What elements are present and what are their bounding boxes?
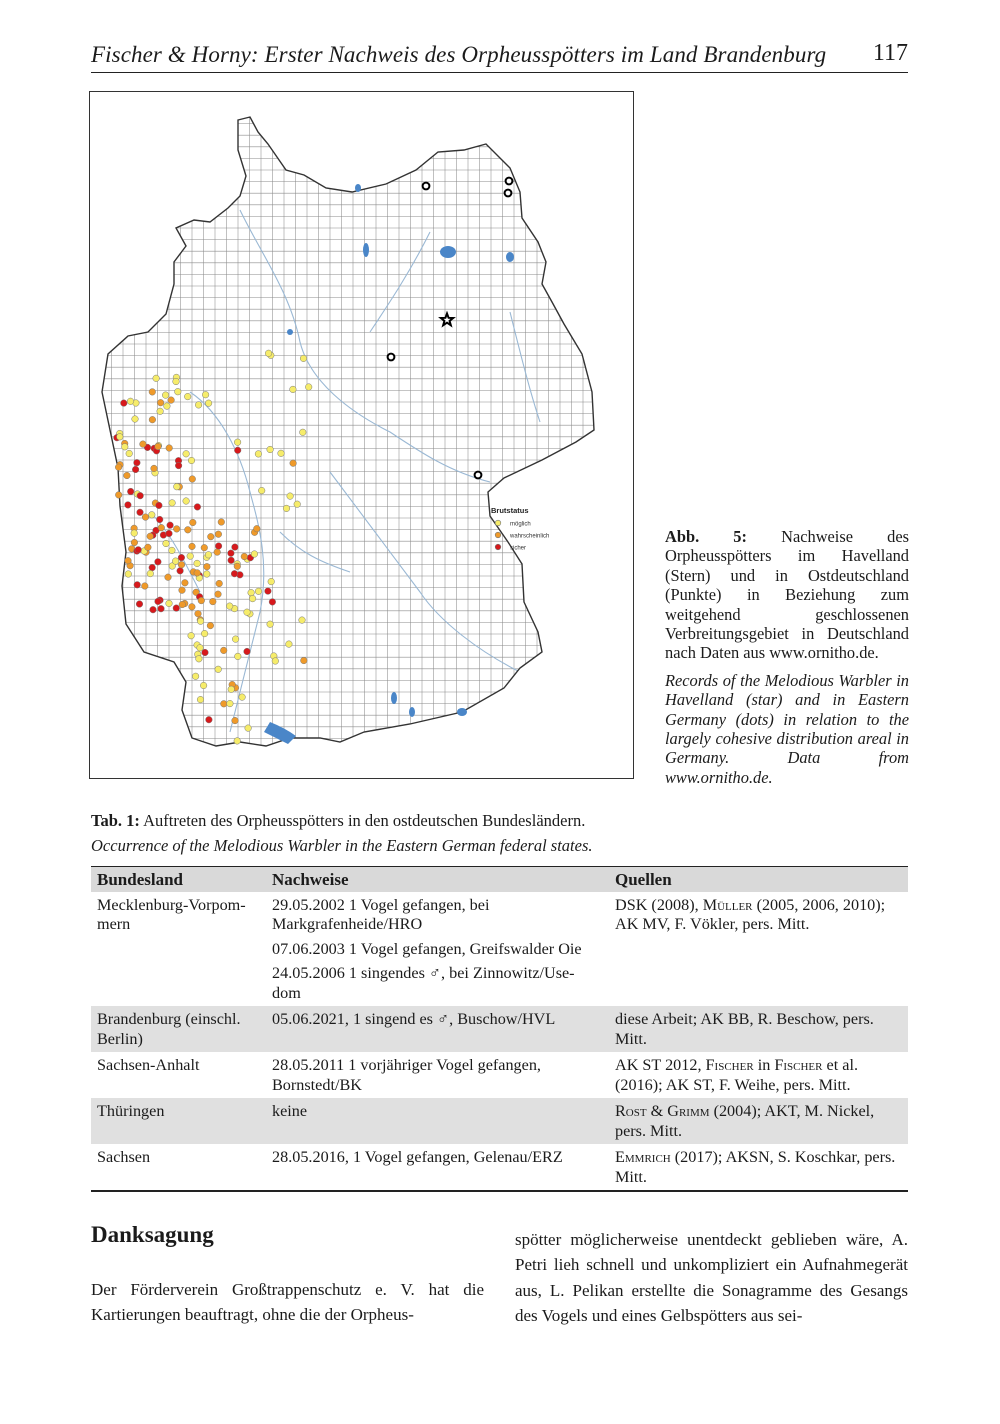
- occurrence-dot: [258, 487, 265, 494]
- cell-records: [266, 892, 609, 1007]
- occurrence-dot: [167, 522, 174, 529]
- occurrence-dot: [267, 621, 274, 628]
- figure-caption-de: [665, 527, 909, 663]
- table-header-row: [91, 867, 908, 892]
- occurrence-dot: [265, 588, 272, 595]
- lake-harz: [287, 329, 293, 335]
- occurrence-dot: [207, 622, 214, 629]
- occurrence-dot: [168, 397, 175, 404]
- occurrence-dot: [140, 441, 147, 448]
- occurrence-dot: [124, 472, 131, 479]
- occurrence-dot: [184, 393, 191, 400]
- occurrence-dot: [255, 451, 262, 458]
- occurrence-dot: [155, 598, 162, 605]
- occurrence-dot: [137, 492, 144, 499]
- occurrence-dot: [132, 466, 139, 473]
- occurrence-dot: [163, 540, 170, 547]
- body-text-right: spötter möglicherweise unentdeckt geblieben wäre, A. Petri lieh schnell und unkompliziert ein Aufnahmegerät aus, L. Pelikan erstellte die Sonagramme des Gesangs des Vogels und eines Gelbspötters aus sei-: [515, 1230, 908, 1325]
- page-number: 117: [872, 40, 908, 66]
- occurrence-dot: [228, 557, 235, 564]
- occurrence-dot: [150, 606, 157, 613]
- occurrence-dot: [234, 738, 241, 745]
- occurrence-dot: [196, 656, 203, 663]
- occurrence-dot: [301, 657, 308, 664]
- occurrence-dot: [174, 483, 181, 490]
- running-title: Fischer & Horny: Erster Nachweis des Orpheusspötters im Land Brandenburg: [91, 42, 827, 67]
- occurrence-dot: [115, 492, 122, 499]
- occurrence-dot: [126, 450, 133, 457]
- occurrence-dot: [177, 568, 184, 575]
- occurrence-dot: [192, 673, 199, 680]
- occurrence-dot: [299, 617, 306, 624]
- occurrence-dot: [226, 603, 233, 610]
- occurrence-dot: [172, 558, 179, 565]
- occurrence-dot: [251, 551, 258, 558]
- cell-sources: AK ST 2012, Fischer in Fischer et al. (2016); AK ST, F. Weihe, pers. Mitt.: [615, 1056, 858, 1094]
- occurrence-dot: [202, 391, 209, 398]
- occurrence-dot: [127, 398, 134, 405]
- occurrence-dot: [234, 563, 241, 570]
- occurrence-dot: [239, 694, 246, 701]
- cell-sources: Rost & Grimm (2004); AKT, M. Nickel, pers. Mitt.: [609, 1098, 908, 1144]
- occurrence-dot: [125, 502, 132, 509]
- occurrence-dot: [214, 549, 221, 556]
- occurrence-dot: [125, 557, 132, 564]
- occurrence-dot: [290, 460, 297, 467]
- cell-state: Thüringen: [91, 1098, 266, 1144]
- occurrence-dot: [269, 599, 276, 606]
- occurrence-dot: [255, 588, 262, 595]
- table-caption-text-de: Auftreten des Orpheusspötters in den ostdeutschen Bundesländern.: [143, 811, 586, 830]
- occurrence-dot: [208, 533, 215, 540]
- legend-label-moeglich: möglich: [510, 521, 531, 528]
- table-caption-en: Occurrence of the Melodious Warbler in the Eastern German federal states.: [91, 836, 593, 855]
- occurrence-dot: [232, 717, 239, 724]
- occurrence-dot: [218, 519, 225, 526]
- occurrence-dot: [132, 416, 139, 423]
- occurrence-dot: [215, 591, 222, 598]
- occurrence-dot: [215, 666, 222, 673]
- occurrence-dot: [125, 571, 132, 578]
- occurrence-dot: [197, 696, 204, 703]
- legend-label-sicher: sicher: [510, 545, 527, 552]
- occurrence-dot: [300, 429, 307, 436]
- occurrence-dot: [147, 570, 154, 577]
- occurrence-dot: [197, 618, 204, 625]
- occurrence-dot: [173, 526, 180, 533]
- occurrence-dot: [179, 587, 186, 594]
- record-dot-bornstedt: [388, 354, 395, 361]
- occurrence-dot: [254, 525, 261, 532]
- cell-sources: DSK (2008), Müller (2005, 2006, 2010); AK MV, F. Vökler, pers. Mitt.: [615, 895, 886, 933]
- occurrence-dot: [149, 389, 156, 396]
- occurrence-dot: [142, 514, 149, 521]
- occurrence-dot: [241, 553, 248, 560]
- occurrence-dot: [244, 648, 251, 655]
- occurrence-dot: [272, 658, 279, 665]
- occurrence-dot: [173, 605, 180, 612]
- occurrence-dot: [202, 649, 209, 656]
- occurrence-dot: [156, 516, 163, 523]
- occurrence-dot: [201, 544, 208, 551]
- cell-sources: Emmrich (2017); AKSN, S. Koschkar, pers. Mitt.: [609, 1144, 908, 1191]
- occurrence-dot: [248, 589, 255, 596]
- occurrence-dot: [136, 601, 143, 608]
- germany-grid-map: [90, 92, 635, 780]
- occurrence-dot: [187, 553, 194, 560]
- country-fill: [102, 117, 594, 746]
- record-dot-markgrafenheide: [423, 183, 430, 190]
- lake-mueritz: [440, 246, 456, 258]
- occurrence-dot: [158, 605, 165, 612]
- occurrence-dot: [286, 641, 293, 648]
- figure-caption-text-de: Nachweise des Orpheusspötters im Havelland (Stern) und in Ostdeutschland (Punkte) in Beziehung zum weitgehend geschlossenen Verbreitungsgebiet in Deutschland nach Daten aus www.ornitho.de.: [665, 527, 909, 663]
- lake-bavaria: [409, 707, 415, 717]
- lake-north: [355, 184, 361, 192]
- occurrence-dot: [165, 574, 172, 581]
- occurrence-dot: [249, 595, 256, 602]
- cell-state: Brandenburg (einschl. Berlin): [91, 1006, 266, 1052]
- map-legend: [491, 506, 549, 552]
- cell-records: 28.05.2011 1 vorjähriger Vogel gefangen, Bornstedt/BK: [272, 1056, 541, 1094]
- occurrence-dot: [283, 505, 290, 512]
- occurrence-dot: [169, 500, 176, 507]
- body-text-left: Der Förderverein Großtrappenschutz e. V. hat die Kartierungen beauftragt, ohne die der Orpheus-: [91, 1280, 484, 1325]
- occurrence-dot: [156, 502, 163, 509]
- occurrence-dot: [215, 543, 222, 550]
- occurrence-dot: [227, 700, 234, 707]
- occurrence-dot: [204, 571, 211, 578]
- record-entry: 24.05.2006 1 singendes ♂, bei Zinnowitz/Use- dom: [272, 964, 575, 1002]
- occurrence-dot: [153, 375, 160, 382]
- occurrence-dot: [228, 686, 235, 693]
- occurrence-dot: [151, 465, 158, 472]
- figure-label: Abb. 5:: [665, 527, 747, 546]
- occurrence-dot: [169, 547, 176, 554]
- occurrence-dot: [232, 544, 239, 551]
- section-heading: Danksagung: [91, 1222, 214, 1247]
- occurrence-dot: [131, 530, 138, 537]
- occurrence-dot: [267, 446, 274, 453]
- table-row: [91, 1144, 908, 1191]
- occurrence-dot: [189, 604, 196, 611]
- col-header-quellen: Quellen: [609, 867, 908, 892]
- occurrence-dot: [195, 610, 202, 617]
- occurrence-dot: [175, 388, 182, 395]
- occurrence-dot: [194, 560, 201, 567]
- occurrence-dot: [175, 462, 182, 469]
- occurrence-dot: [117, 434, 124, 441]
- legend-swatch-wahrscheinlich: [495, 532, 501, 538]
- occurrence-dot: [201, 630, 208, 637]
- occurrence-dot: [200, 682, 207, 689]
- occurrence-dot: [235, 653, 242, 660]
- occurrence-dot: [205, 552, 212, 559]
- occurrence-dot: [157, 399, 164, 406]
- occurrence-dot: [210, 598, 217, 605]
- occurrence-dot: [190, 519, 197, 526]
- occurrence-dot: [198, 597, 205, 604]
- occurrence-dot: [216, 580, 223, 587]
- occurrence-dot: [195, 402, 202, 409]
- occurrence-dot: [149, 512, 156, 519]
- occurrence-dot: [194, 570, 201, 577]
- table-row: [91, 1098, 908, 1144]
- lake-schwerin: [363, 243, 369, 257]
- legend-swatch-sicher: [495, 544, 501, 550]
- occurrence-dot: [194, 504, 201, 511]
- occurrence-dot: [305, 384, 312, 391]
- col-header-bundesland: Bundesland: [91, 867, 266, 892]
- occurrence-dot: [220, 647, 227, 654]
- occurrence-dot: [232, 636, 239, 643]
- lake-east: [506, 252, 514, 262]
- figure-caption-en: Records of the Melodious Warbler in Havelland (star) and in Eastern Germany (dots) in relation to the largely cohesive distribution areal in Germany. Data from www.ornitho.de.: [665, 670, 909, 787]
- occurrence-dot: [197, 645, 204, 652]
- legend-title: Brutstatus: [491, 506, 529, 515]
- occurrence-dot: [173, 378, 180, 385]
- occurrence-dot: [115, 464, 122, 471]
- occurrence-dot: [179, 601, 186, 608]
- occurrence-dot: [228, 550, 235, 557]
- occurrence-dot: [166, 530, 173, 537]
- occurrence-dot: [134, 582, 141, 589]
- cell-records: keine: [266, 1098, 609, 1144]
- occurrence-dot: [158, 524, 165, 531]
- occurrence-dot: [234, 447, 241, 454]
- occurrence-dot: [205, 400, 212, 407]
- record-dot-zinnowitz: [505, 190, 512, 197]
- occurrence-dot: [189, 476, 196, 483]
- occurrence-dot: [166, 445, 173, 452]
- occurrence-dot: [145, 544, 152, 551]
- occurrence-dot: [127, 488, 134, 495]
- table-row: [91, 892, 908, 1007]
- cell-records: 05.06.2021, 1 singend es ♂, Buschow/HVL: [266, 1006, 609, 1052]
- occurrence-dot: [221, 701, 228, 708]
- occurrence-dot: [164, 403, 171, 410]
- occurrence-dot: [131, 539, 138, 546]
- occurrence-dot: [188, 632, 195, 639]
- occurrence-dot: [234, 439, 241, 446]
- occurrence-dot: [300, 355, 307, 362]
- record-dot-gelenau: [475, 472, 482, 479]
- occurrence-dot: [290, 386, 297, 393]
- table-label: Tab. 1:: [91, 811, 140, 830]
- cell-state: Mecklenburg-Vorpom- mern: [97, 895, 246, 933]
- table-caption-de: [91, 808, 908, 833]
- occurrence-dot: [134, 459, 141, 466]
- lake-ammersee: [391, 692, 397, 704]
- occurrence-dot: [135, 547, 142, 554]
- table-caption: [91, 808, 908, 858]
- occurrence-dot: [155, 559, 162, 566]
- record-entry: 07.06.2003 1 Vogel gefangen, Greifswalder Oie: [272, 939, 582, 958]
- occurrence-dot: [245, 725, 252, 732]
- cell-state: Sachsen: [91, 1144, 266, 1191]
- occurrence-dot: [185, 527, 192, 534]
- occurrence-dot: [265, 350, 272, 357]
- occurrence-dot: [268, 578, 275, 585]
- occurrence-dot: [204, 563, 211, 570]
- table-row: [91, 1052, 908, 1098]
- occurrence-dot: [149, 416, 156, 423]
- table-row: [91, 1006, 908, 1052]
- occurrence-dot: [244, 609, 251, 616]
- occurrence-dot: [178, 554, 185, 561]
- col-header-nachweise: Nachweise: [266, 867, 609, 892]
- occurrence-dot: [149, 564, 156, 571]
- occurrence-dot: [182, 580, 189, 587]
- occurrence-dot: [188, 457, 195, 464]
- occurrence-dot: [278, 450, 285, 457]
- occurrence-dot: [183, 498, 190, 505]
- occurrence-dot: [183, 451, 190, 458]
- occurrence-dot: [142, 583, 149, 590]
- records-table: [91, 866, 908, 1192]
- cell-sources: diese Arbeit; AK BB, R. Beschow, pers. Mitt.: [609, 1006, 908, 1052]
- occurrence-dot: [147, 533, 154, 540]
- occurrence-dot: [155, 443, 162, 450]
- cell-records: 28.05.2016, 1 Vogel gefangen, Gelenau/ERZ: [266, 1144, 609, 1191]
- record-entry: 29.05.2002 1 Vogel gefangen, bei Markgrafenheide/HRO: [272, 895, 490, 933]
- occurrence-dot: [294, 501, 301, 508]
- occurrence-dot: [122, 444, 129, 451]
- occurrence-dot: [215, 531, 222, 538]
- figure-caption: [665, 527, 909, 787]
- occurrence-dot: [162, 392, 169, 399]
- occurrence-dot: [231, 570, 238, 577]
- occurrence-dot: [121, 400, 128, 407]
- occurrence-dot: [166, 600, 173, 607]
- legend-label-wahrscheinlich: wahrscheinlich: [510, 533, 550, 540]
- legend-swatch-moeglich: [495, 520, 501, 526]
- occurrence-dot: [137, 509, 144, 516]
- occurrence-dot: [206, 716, 213, 723]
- occurrence-dot: [157, 408, 164, 415]
- record-dot-greifswalder-oie: [506, 178, 513, 185]
- cell-state: Sachsen-Anhalt: [97, 1056, 200, 1074]
- occurrence-dot: [178, 561, 185, 568]
- occurrence-dot: [287, 493, 294, 500]
- occurrence-dot: [189, 543, 196, 550]
- distribution-map: [89, 91, 634, 779]
- lake-chiemsee: [457, 708, 467, 716]
- running-head: [91, 38, 908, 73]
